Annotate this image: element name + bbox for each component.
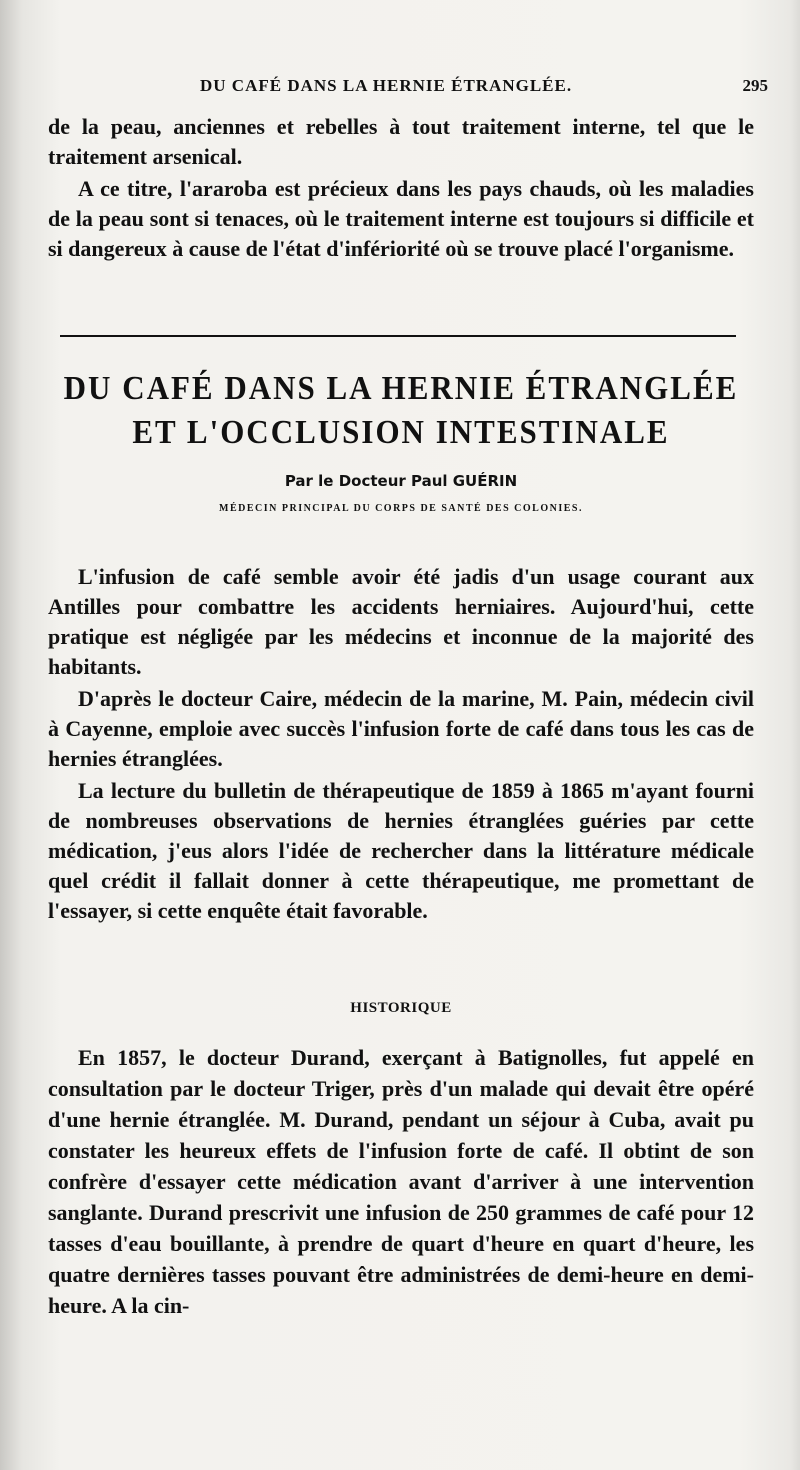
article-title-line-1: DU CAFÉ DANS LA HERNIE ÉTRANGLÉE (63, 368, 739, 407)
body-paragraph-2: D'après le docteur Caire, médecin de la marine, M. Pain, médecin civil à Cayenne, emploie avec succès l'infusion forte de café dans tous les cas de hernies étranglées. (48, 686, 754, 771)
section-heading: HISTORIQUE (350, 1000, 452, 1016)
section-divider (60, 335, 736, 337)
author-byline: Par le Docteur Paul GUÉRIN (284, 472, 518, 490)
body-paragraph-1: L'infusion de café semble avoir été jadis d'un usage courant aux Antilles pour combattre les accidents herniaires. Aujourd'hui, cette pratique est négligée par les médecins et inconnue de la majorité des habitants. (48, 564, 754, 679)
author-affiliation: MÉDECIN PRINCIPAL DU CORPS DE SANTÉ DES COLONIES. (219, 503, 583, 514)
article-title-line-2: ET L'OCCLUSION INTESTINALE (132, 412, 670, 451)
section-paragraph: En 1857, le docteur Durand, exerçant à Batignolles, fut appelé en consultation par le docteur Triger, près d'un malade qui devait être opéré d'une hernie étranglée. M. Durand, pendant un séjour à Cuba, avait pu constater les heureux effets de l'infusion forte de café. Il obtint de son confrère d'essayer cette médication avant d'arriver à une intervention sanglante. Durand prescrivit une infusion de 250 grammes de café pour 12 tasses d'eau bouillante, à prendre de quart d'heure en quart d'heure, les quatre dernières tasses pouvant être administrées de demi-heure en demi-heure. A la cin- (48, 1045, 754, 1318)
running-head-title: DU CAFÉ DANS LA HERNIE ÉTRANGLÉE. (200, 76, 573, 95)
intro-paragraph-1: de la peau, anciennes et rebelles à tout traitement interne, tel que le traitement arsenical. (48, 114, 754, 169)
body-paragraph-3: La lecture du bulletin de thérapeutique de 1859 à 1865 m'ayant fourni de nombreuses observations de hernies étranglées guéries par cette médication, j'eus alors l'idée de rechercher dans la littérature médicale quel crédit il fallait donner à cette thérapeutique, me promettant de l'essayer, si cette enquête était favorable. (48, 778, 754, 923)
running-head (48, 76, 768, 102)
intro-paragraph-2: A ce titre, l'araroba est précieux dans les pays chauds, où les maladies de la peau sont si tenaces, où le traitement interne est toujours si difficile et si dangereux à cause de l'état d'infériorité où se trouve placé l'organisme. (48, 176, 754, 261)
page-number: 295 (742, 76, 768, 95)
